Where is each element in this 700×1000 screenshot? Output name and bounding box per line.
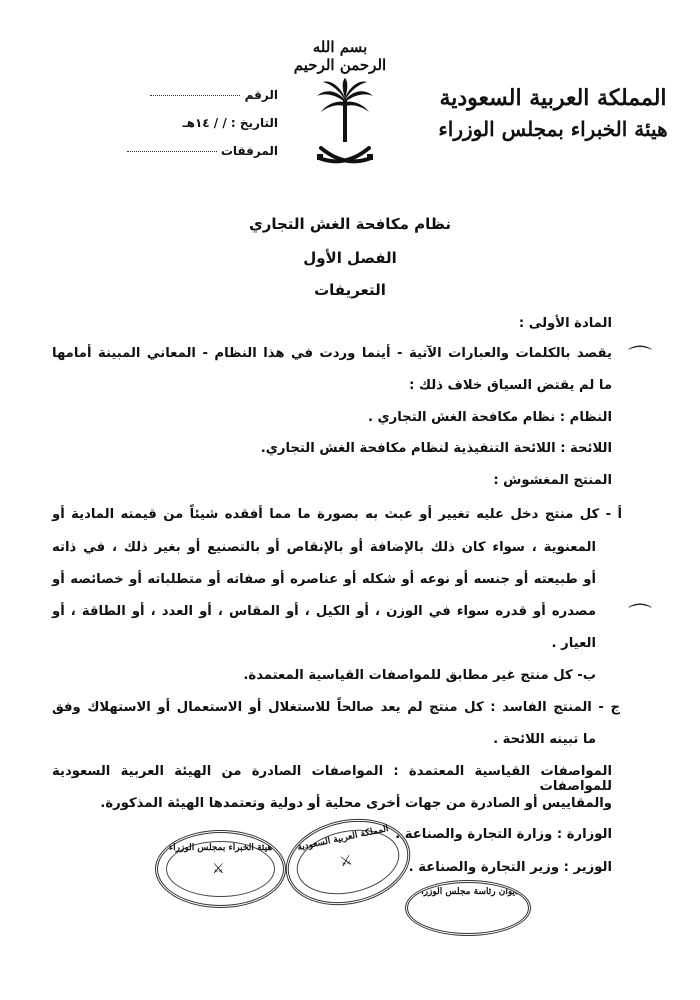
letterhead bbox=[428, 82, 678, 144]
chapter-title: الفصل الأول bbox=[303, 249, 397, 267]
bureau-name: هيئة الخبراء بمجلس الوزراء bbox=[438, 117, 668, 141]
reference-field bbox=[88, 88, 278, 102]
stamp-text: ديوان رئاسة مجلس الوزراء bbox=[416, 887, 520, 897]
document-title: نظام مكافحة الغش التجاري bbox=[248, 215, 452, 233]
item-c-line-2: ما تبينه اللائحة . bbox=[493, 732, 596, 747]
definition-system: النظام : نظام مكافحة الغش التجاري . bbox=[367, 410, 612, 425]
definition-standards-line-1: المواصفات القياسية المعتمدة : المواصفات الصادرة من الهيئة العربية السعودية للمواصفات bbox=[52, 764, 612, 794]
item-a-line-1: أ - كل منتج دخل عليه تغيير أو عبث به بصورة ما مما أفقده شيئاً من قيمته المادية أو bbox=[52, 507, 622, 522]
margin-mark-icon: ⌒ bbox=[628, 344, 652, 372]
definition-ministry: الوزارة : وزارة التجارة والصناعة . bbox=[395, 827, 612, 842]
attachments-field bbox=[88, 144, 278, 158]
item-c-line-1: ج - المنتج الفاسد : كل منتج لم يعد صالحاً للاستغلال أو الاستعمال أو الاستهلاك وفق bbox=[52, 700, 620, 715]
definition-regulation: اللائحة : اللائحة التنفيذية لنظام مكافحة الغش التجاري. bbox=[260, 441, 612, 456]
section-title: التعريفات bbox=[314, 281, 386, 299]
official-stamp-middle bbox=[278, 808, 419, 916]
kingdom-name: المملكة العربية السعودية bbox=[439, 85, 667, 111]
reference-line bbox=[150, 95, 240, 96]
attachments-line bbox=[127, 151, 217, 152]
item-a-line-4: مصدره أو قدره سواء في الوزن ، أو الكيل ، أو المقاس ، أو العدد ، أو الطاقة ، أو bbox=[52, 604, 596, 619]
stamp-text: هيئة الخبراء بمجلس الوزراء bbox=[168, 843, 273, 853]
margin-mark-icon: ⌒ bbox=[628, 602, 652, 630]
intro-line-2: ما لم يقتض السياق خلاف ذلك : bbox=[409, 378, 612, 393]
attachments-label: المرفقات bbox=[220, 144, 278, 158]
article-heading: المادة الأولى : bbox=[518, 316, 612, 331]
definition-standards-line-2: والمقاييس أو الصادرة من جهات أخرى محلية أو دولية وتعتمدها الهيئة المذكورة. bbox=[100, 796, 612, 811]
emblem-icon: ⚔ bbox=[212, 861, 225, 877]
official-stamp-bottom bbox=[405, 880, 531, 936]
item-a-line-5: العيار . bbox=[551, 636, 596, 651]
stamp-text: المملكة العربية السعودية bbox=[296, 823, 390, 854]
item-a-line-2: المعنوية ، سواء كان ذلك بالإضافة أو بالإنقاص أو بالتصنيع أو بغير ذلك ، في ذاته bbox=[52, 540, 596, 555]
item-a-line-3: أو طبيعته أو جنسه أو نوعه أو شكله أو عناصره أو صفاته أو متطلباته أو خصائصه أو bbox=[52, 572, 596, 587]
bismillah: بسم الله الرحمن الرحيم bbox=[293, 38, 387, 74]
reference-label: الرقم bbox=[244, 88, 278, 102]
emblem-icon: ⚔ bbox=[338, 852, 354, 871]
official-stamp-left bbox=[155, 830, 286, 908]
item-b: ب- كل منتج غير مطابق للمواصفات القياسية المعتمدة. bbox=[243, 668, 596, 683]
intro-line-1: يقصد بالكلمات والعبارات الآتية - أينما وردت في هذا النظام - المعاني المبينة أمامها bbox=[52, 346, 612, 361]
date-field bbox=[88, 116, 278, 130]
definition-product-heading: المنتج المغشوش : bbox=[493, 473, 612, 488]
date-label: التاريخ : / / ١٤هـ bbox=[182, 116, 278, 130]
definition-minister: الوزير : وزير التجارة والصناعة . bbox=[408, 860, 612, 875]
saudi-emblem-icon bbox=[315, 78, 375, 173]
